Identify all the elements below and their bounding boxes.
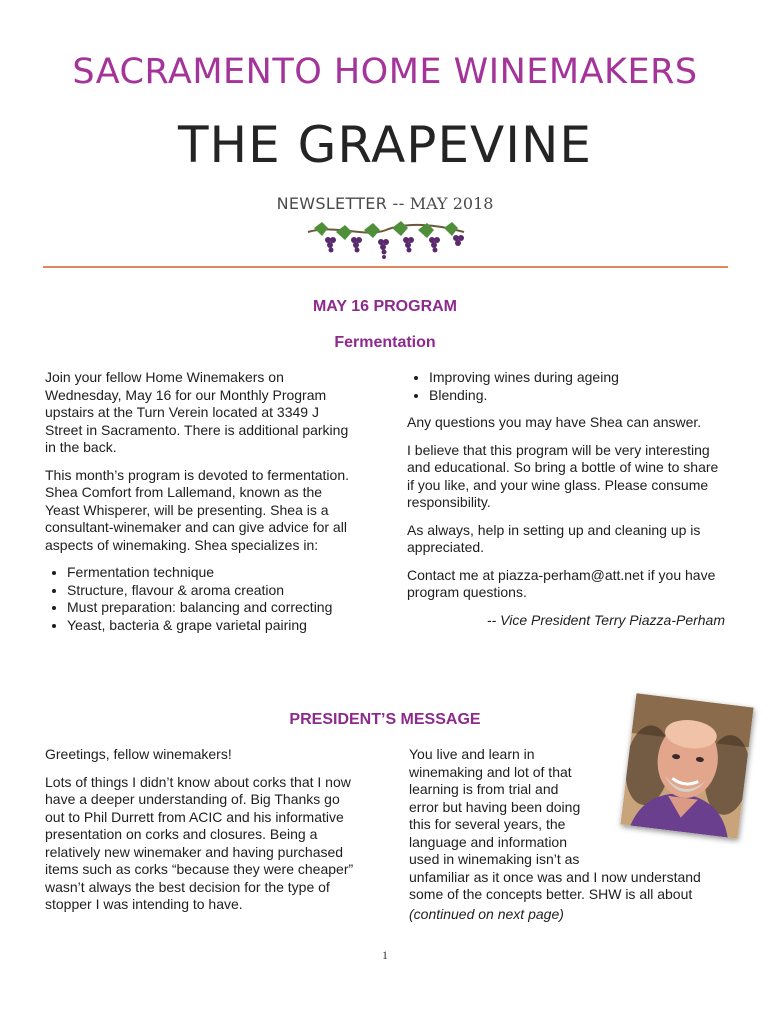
list-item: • Fermentation technique xyxy=(67,564,357,582)
program-paragraph: This month’s program is devoted to fermentation. Shea Comfort from Lallemand, known as the Yeast Whisperer, will be presenting. Shea is a consultant-winemaker and can give advice for all aspects of winemaking. Shea specializes in: xyxy=(45,466,350,553)
program-paragraph: I believe that this program will be very interesting and educational. So bring a bottle of wine to share if you like, and your wine glass. Please consume responsibility. xyxy=(407,441,719,510)
president-portrait-image xyxy=(620,693,753,838)
list-item: • Blending. xyxy=(429,387,725,405)
president-line: error but having been doing xyxy=(409,798,581,815)
specialties-list xyxy=(45,564,357,634)
president-line: language and information xyxy=(409,833,568,850)
header-divider xyxy=(43,266,728,268)
continued-note: (continued on next page) xyxy=(409,905,564,922)
list-item: • Improving wines during ageing xyxy=(429,369,725,387)
president-line: used in winemaking isn’t as xyxy=(409,851,580,867)
specialties-continued-list xyxy=(407,369,725,404)
program-paragraph: Contact me at piazza-perham@att.net if you have program questions. xyxy=(407,566,716,600)
president-line: winemaking and lot of that xyxy=(409,763,572,780)
program-subheading: Fermentation xyxy=(334,334,436,351)
issue-date: MAY 2018 xyxy=(409,194,494,213)
newsletter-title: THE GRAPEVINE xyxy=(178,116,592,174)
president-line: some of the concepts better. SHW is all about xyxy=(409,886,693,902)
program-paragraph: As always, help in setting up and cleaning up is appreciated. xyxy=(407,521,701,555)
program-paragraph: Any questions you may have Shea can answer. xyxy=(407,414,702,430)
list-item: • Structure, flavour & aroma creation xyxy=(67,582,357,600)
president-line: this for several years, the xyxy=(409,816,566,832)
president-line: You live and learn in xyxy=(409,746,535,762)
president-greeting: Greetings, fellow winemakers! xyxy=(45,746,232,762)
club-name: SACRAMENTO HOME WINEMAKERS xyxy=(72,52,698,92)
president-paragraph: Lots of things I didn’t know about corks that I now have a deeper understanding of. Big Thanks go out to Phil Durrett from ACIC and his informative presentation on corks and closures. Being a relatively new winemaker and having purchased items such as corks “because they were cheaper” wasn’t always the best decision for the type of stopper I was intending to have. xyxy=(45,773,354,912)
president-heading: PRESIDENT’S MESSAGE xyxy=(289,711,481,728)
list-item: • Yeast, bacteria & grape varietal pairing xyxy=(67,617,357,635)
issue-line xyxy=(0,194,770,213)
president-photo xyxy=(620,693,753,838)
program-left-column xyxy=(45,369,357,644)
issue-label: NEWSLETTER -- xyxy=(276,194,405,213)
president-left-column xyxy=(45,746,357,924)
president-line: learning is from trial and xyxy=(409,781,559,797)
list-item: • Must preparation: balancing and correcting xyxy=(67,599,357,617)
program-heading: MAY 16 PROGRAM xyxy=(312,298,458,315)
program-paragraph: Join your fellow Home Winemakers on Wednesday, May 16 for our Monthly Program upstairs at the Turn Verein located at 3349 J Street in Sacramento. There is additional parking in the back. xyxy=(45,369,349,455)
page-number: 1 xyxy=(382,948,388,962)
president-line: unfamiliar as it once was and I now understand xyxy=(409,868,701,885)
program-right-column xyxy=(407,369,725,639)
program-signature: -- Vice President Terry Piazza-Perham xyxy=(486,611,725,628)
grapevine-icon xyxy=(306,218,466,266)
